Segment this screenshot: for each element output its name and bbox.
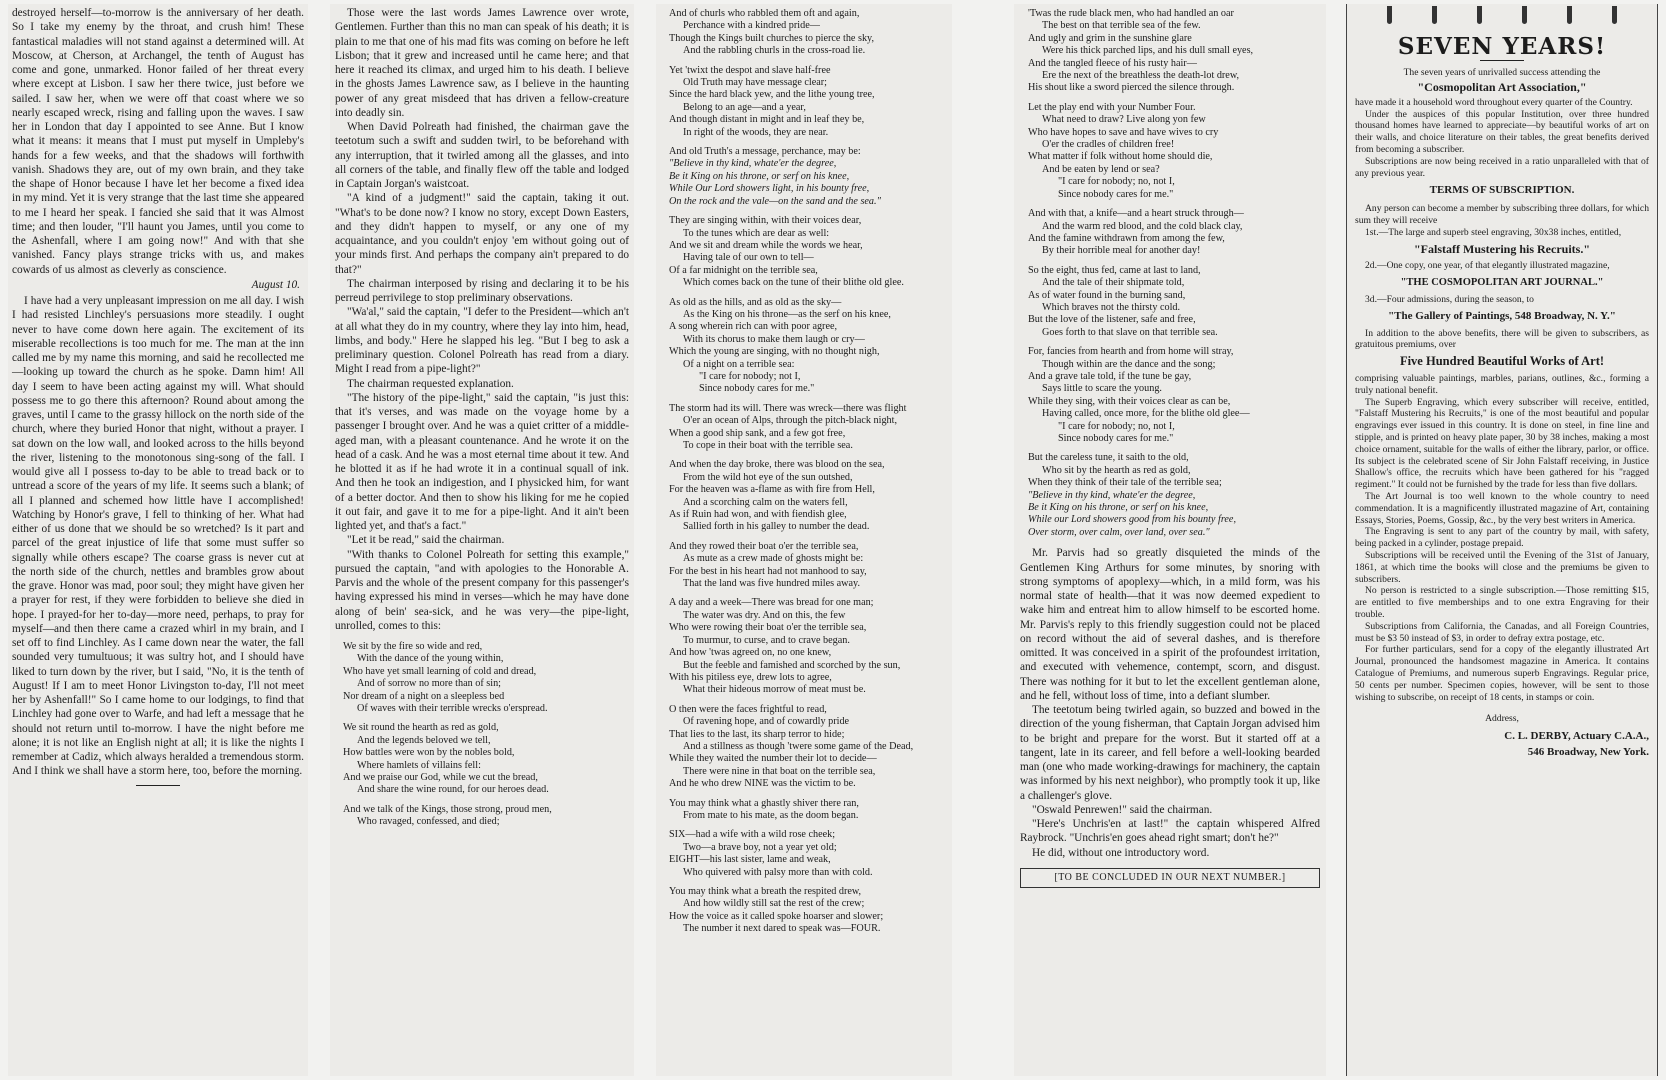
poem-line: In right of the woods, they are near. (683, 126, 829, 138)
poem-line: And how wildly still sat the rest of the crew; (683, 898, 865, 910)
poem-line: O then were the faces frightful to read, (669, 703, 827, 715)
ornament-icon (1522, 6, 1527, 24)
poem-line: And be eaten by lend or sea? (1042, 163, 1160, 175)
poem-line: "I care for nobody; no, not I, (1058, 176, 1175, 188)
column-4-prose (1020, 546, 1320, 860)
column-4-poem (1020, 8, 1320, 539)
poem-line: A song wherein rich can with poor agree, (669, 321, 838, 333)
ad-text: Subscriptions will be received until the Evening of the 31st of January, 1861, at which time the books will close and the premiums be given to subscribers. (1355, 549, 1649, 585)
poem-line: 'Twas the rude black men, who had handled an oar (1028, 8, 1234, 19)
poem-line: As of water found in the burning sand, (1028, 289, 1186, 301)
poem-line: Since nobody cares for me." (1058, 433, 1174, 444)
ad-text: The Engraving is sent to any part of the country by mail, with safety, being packed in a cylinder, postage prepaid. (1355, 526, 1649, 550)
poem-stanza (1028, 208, 1320, 258)
poem-line: On the rock and the vale—on the sand and the sea." (669, 195, 881, 207)
poem-line: Who have hopes to save and have wives to cry (1028, 126, 1219, 138)
poem-line: O'er the cradles of children free! (1042, 139, 1175, 151)
poem-line: Yet 'twixt the despot and slave half-free (669, 64, 831, 76)
poem-stanza (669, 704, 947, 791)
ornament-icon (1432, 6, 1437, 24)
poem-line: With his pitiless eye, drew lots to agree, (669, 671, 832, 683)
ad-contact-street: 546 Broadway, New York. (1527, 745, 1649, 758)
poem-line: And when the day broke, there was blood on the sea, (669, 459, 885, 471)
poem-line: Where hamlets of villains fell: (357, 759, 481, 771)
ad-rule (1480, 60, 1524, 61)
poem-line: You may think what a breath the respited drew, (669, 886, 862, 897)
poem-line: Says little to scare the young. (1042, 383, 1162, 395)
paragraph: "Here's Unchris'en at last!" the captain whispered Alfred Raybrock. "Unchris'en goes ahead right smart; don't he?" (1020, 818, 1320, 845)
poem-stanza (1028, 265, 1320, 339)
ad-title: SEVEN YEARS! (1397, 33, 1607, 60)
ornament-icon (1387, 6, 1392, 24)
poem-line: What matter if folk without home should die, (1028, 151, 1213, 163)
ad-work-title: "The Gallery of Paintings, 548 Broadway, N. Y." (1388, 309, 1616, 322)
poem-line: And the rabbling churls in the cross-road lie. (683, 45, 866, 57)
paragraph: The teetotum being twirled again, so buzzed and bowed in the direction of the young fisherman, that Captain Jorgan advised him to be bright and prepare for the worst. But it started off at a tangent, late in its career, and fell before a well-looking bearded man (one who made working-drawings for machinery, the captain was informed by his next neighbor), who promptly took it up, like a challenger's glove. (1020, 704, 1320, 802)
poem-line: SIX—had a wife with a wild rose cheek; (669, 829, 836, 841)
poem-line: Of waves with their terrible wrecks o'erspread. (357, 703, 548, 715)
poem-line: From mate to his mate, as the doom began. (683, 809, 859, 821)
poem-line: Who were rowing their boat o'er the terrible sea, (669, 622, 867, 634)
poem-line: And a stillness as though 'twere some game of the Dead, (683, 740, 914, 752)
poem-line: Old Truth may have message clear; (683, 77, 828, 89)
poem-line: And how 'twas agreed on, no one knew, (669, 647, 832, 659)
continued-note: [TO BE CONCLUDED IN OUR NEXT NUMBER.] (1020, 868, 1320, 888)
poem-line: To the tunes which are dear as well: (683, 227, 830, 239)
poem-line: You may think what a ghastly shiver there ran, (669, 797, 859, 809)
ad-text: 1st.—The large and superb steel engraving, 30x38 inches, entitled, (1365, 226, 1622, 238)
poem-line: As if Ruin had won, and with fiendish glee, (669, 509, 847, 521)
poem-line: With the dance of the young within, (357, 653, 504, 665)
poem-stanza (669, 459, 947, 533)
poem-line: But the love of the listener, safe and free, (1028, 314, 1196, 326)
poem-line: And the tale of their shipmate told, (1042, 277, 1185, 289)
ad-text: Any person can become a member by subscribing three dollars, for which sum they will receive (1355, 203, 1649, 227)
poem-line: While Our Lord showers light, in his bounty free, (669, 183, 870, 195)
poem-line: Nor dream of a night on a sleepless bed (343, 690, 505, 702)
poem-line: While they waited the number their lot to decide— (669, 753, 877, 765)
poem-line: Since nobody cares for me." (1058, 188, 1174, 200)
poem-line: Ere the next of the breathless the death-lot drew, (1042, 70, 1240, 82)
poem-line: And we praise our God, while we cut the bread, (343, 772, 538, 784)
poem-line: How the voice as it called spoke hoarser and slower; (669, 910, 884, 922)
ornament-icon (1477, 6, 1482, 24)
poem-line: Let the play end with your Number Four. (1028, 101, 1196, 113)
poem-line: And a scorching calm on the waters fell, (683, 496, 848, 508)
poem-line: And a grave tale told, if the tune be gay, (1028, 370, 1192, 382)
poem-line: A day and a week—There was bread for one man; (669, 597, 874, 609)
poem-line: Having tale of our own to tell— (683, 252, 814, 264)
poem-stanza (343, 641, 629, 715)
poem-stanza (669, 403, 947, 453)
ad-text: The Art Journal is too well known to the whole country to need commendation. It is a magnificently illustrated magazine of Art, containing Essays, Stories, Poems, Gossip, &c., by the very best writers in America. (1355, 490, 1649, 526)
poem-line: As old as the hills, and as old as the sky— (669, 296, 842, 308)
column-2-prose (335, 6, 629, 633)
ad-text: No person is restricted to a single subscription.—Those remitting $15, are entitled to five memberships and to one extra Engraving for their trouble. (1355, 585, 1649, 620)
poem-line: Of ravening hope, and of cowardly pride (683, 716, 850, 728)
poem-line: To cope in their boat with the terrible sea. (683, 440, 853, 451)
poem-line: Be it King on his throne, or serf on his knee, (1028, 502, 1209, 514)
ad-text: The seven years of unrivalled success attending the (1403, 67, 1601, 79)
poem-line: And of sorrow no more than of sin; (357, 678, 502, 690)
poem-line: Though within are the dance and the song; (1042, 358, 1216, 370)
poem-line: There were nine in that boat on the terrible sea, (683, 765, 876, 777)
poem-line: While our Lord showers good from his bounty free, (1028, 514, 1236, 526)
ad-text: Under the auspices of this popular Institution, over three hundred thousand homes have learned to appreciate—by beautiful works of art on their walls, and choice literature on their tables, the great benefits derived from becoming a subscriber. (1355, 108, 1649, 156)
paragraph: "Let it be read," said the chairman. (347, 534, 505, 547)
ad-text: In addition to the above benefits, there will be given to subscribers, as gratuitous premiums, over (1355, 327, 1649, 351)
poem-line: Sallied forth in his galley to number the dead. (683, 521, 870, 533)
poem-line: The storm had its will. There was wreck—there was flight (669, 402, 907, 414)
poem-line: "I care for nobody; not I, (699, 370, 801, 382)
poem-line: When they think of their tale of the terrible sea; (1028, 477, 1222, 489)
poem-line: And they rowed their boat o'er the terrible sea, (669, 540, 859, 552)
poem-line: They are singing within, with their voices dear, (669, 215, 862, 227)
poem-line: Be it King on his throne, or serf on his knee, (669, 170, 850, 182)
poem-stanza (1028, 8, 1320, 95)
poem-line: As mute as a crew made of ghosts might be: (683, 553, 864, 565)
ad-contact-name: C. L. DERBY, Actuary C.A.A., (1504, 730, 1649, 743)
column-2 (330, 4, 634, 1076)
ad-text: 2d.—One copy, one year, of that elegantly illustrated magazine, (1365, 260, 1610, 272)
poem-line: And with that, a knife—and a heart struck through— (1028, 208, 1244, 220)
poem-stanza (1028, 102, 1320, 201)
paragraph: destroyed herself—to-morrow is the anniversary of her death. So I take my enemy by the throat, and crush him! These fantastical maladies will not stand against a determined will. At Moscow, at Cherson, at Archangel, the tenth of August has come and gone, unmarked. Honor failed of her threat every where except at Lisbon. I saw her there twice, just before we sailed. I saw her, when we were off that coast where we so nearly escaped wreck, rising and falling upon the waves. I saw her in London that day I appointed to see Anne. But I know what it means: it means that I must put myself in Umpleby's hands for a few weeks, and that the shadows will forthwith vanish. Shadows they are, out of my own brain, and they take the shape of Honor because I have let her become a fixed idea in my mind. Yet it is very strange that the last time she appeared to me I heard her speak. I fancied she said that it was Almost time; and then louder, "I'll haunt you James, until you come to the Ashenfall, where I am going now!" And with that she vanished. Fancy plays strange tricks with us, and makes cowards of us almost as cleverly as conscience. (12, 7, 304, 276)
poem-line: Of a far midnight on the terrible sea, (669, 264, 818, 276)
poem-line: Who quivered with palsy more than with cold. (683, 866, 873, 878)
poem-line: To murmur, to curse, and to crave began. (683, 634, 850, 646)
poem-stanza (669, 297, 947, 396)
ad-text: Subscriptions from California, the Canadas, and all Foreign Countries, must be $3 50 instead of $3, in order to defray extra postage, etc. (1355, 620, 1649, 644)
paragraph: Those were the last words James Lawrence over wrote, Gentlemen. Further than this no man can speak of his death; it is plain to me that one of his mad fits was coming on before he left Lisbon; that it grew and increased until he came here; and that here it reached its climax, and urged him to his death. I believe in the ghosts James Lawrence saw, as I believe in the haunting power of any great misdeed that has driven a fellow-creature into deadly sin. (335, 7, 629, 119)
poem-line: The water was dry. And on this, the few (683, 609, 846, 621)
poem-line: We sit round the hearth as red as gold, (343, 722, 499, 734)
ad-text: Subscriptions are now being received in a ratio unparalleled with that of any previous year. (1355, 155, 1649, 179)
poem-line: And share the wine round, for our heroes dead. (357, 784, 549, 796)
poem-stanza (669, 597, 947, 696)
poem-line: Though the Kings built churches to pierce the sky, (669, 32, 875, 44)
poem-line: So the eight, thus fed, came at last to land, (1028, 264, 1201, 276)
poem-line: EIGHT—his last sister, lame and weak, (669, 854, 831, 866)
paragraph: When David Polreath had finished, the chairman gave the teetotum such a swift and sudden twirl, to be beforehand with any interruption, that it twirled among all the glasses, and into all corners of the table, and finally flew off the table and lodged in Captain Jorgan's waistcoat. (335, 121, 629, 190)
ad-terms-heading: TERMS OF SUBSCRIPTION. (1429, 184, 1575, 197)
poem-line: Having called, once more, for the blithe old glee— (1042, 408, 1250, 420)
column-2-poem (335, 641, 629, 829)
paragraph: Mr. Parvis had so greatly disquieted the minds of the Gentlemen King Arthurs for some minutes, by snoring with strong symptoms of apoplexy—which, in a mild form, was his normal state of health—that it was now deemed expedient to wake him and entreat him to allow himself to be escorted home. Mr. Parvis's reply to this friendly suggestion could not be placed on record without the aid of several dashes, and is therefore omitted. It was conceived in a spirit of the profoundest irritation, and executed with vehemence, contempt, scorn, and disgust. There was nothing for it but to let the excellent gentleman alone, and he fell, without loss of time, into a defiant slumber. (1020, 547, 1320, 702)
poem-stanza (669, 215, 947, 289)
poem-line: And the warm red blood, and the cold black clay, (1042, 220, 1243, 232)
advertisement (1346, 4, 1658, 1076)
poem-line: Over storm, over calm, over land, over sea." (1028, 526, 1210, 538)
poem-stanza (669, 146, 947, 208)
poem-line: Which comes back on the tune of their blithe old glee. (683, 277, 904, 289)
ad-address-label: Address, (1485, 713, 1519, 725)
paragraph: "A kind of a judgment!" said the captain, taking it out. "What's to be done now? I know no story, except Down Easters, and they didn't happen to myself, or any one of my acquaintance, and you couldn't enjoy 'em without going out of your minds first. And perhaps the company ain't prepared to do that?" (335, 192, 629, 276)
poem-line: What need to draw? Live along yon few (1042, 114, 1206, 126)
column-1 (8, 4, 308, 1076)
poem-line: For, fancies from hearth and from home will stray, (1028, 346, 1234, 358)
ad-text: comprising valuable paintings, marbles, parians, outlines, &c., forming a truly national benefit. (1355, 372, 1649, 396)
poem-line: And old Truth's a message, perchance, may be: (669, 146, 861, 158)
ad-text: have made it a household word throughout every quarter of the Country. (1355, 96, 1633, 108)
paragraph: The chairman requested explanation. (347, 377, 514, 390)
ad-ornaments (1355, 6, 1649, 28)
poem-line: And the tangled fleece of his rusty hair— (1028, 57, 1197, 69)
poem-stanza (669, 8, 947, 58)
paragraph: I have had a very unpleasant impression on me all day. I wish I had resisted Linchley's persuasions more steadily. I ought never to have come down here again. The excitement of its miserable recollections is too much for me. The man at the inn called me by my name this morning, and said he recollected me—looking up toward the church as he spoke. Damn him! All day I seem to have been acting against my will. What should possess me to go there this afternoon? Round about among the graves, until I came to the grassy hillock on the north side of the church, where they buried Honor that night, without a prayer. I sat down on the low wall, and looked across to the hills beyond the river, listening to the monotonous sing-song of the fall. I would give all I possess to-day to be able to tread back or to untread a score of the years of my life. It seems such a blank; of all I planned and schemed how little have I accomplished! Watching by Honor's grave, I fell to thinking of her. What had either of us done that we should be so wretched? Is it part and parcel of the great injustice of life that some must suffer so signally while others escape? The coarse grass is never cut at the north side of the church, nettles and brambles grow about the grave. Honor was mad, poor soul; they might have given her a prayer for rest, if they were forbidden to believe she died in hope. I prayed-for her to-day—more need, perhaps, to pray for myself—and then there came a crazed whirl in my brain, and I set off to find Linchley. As I came down near the water, the fall sounded very tumultuous; it was sultry hot, and I should have liked to turn down by the river, but I said, "No, it is the tenth of August! If I am to meet Honor Livingston to-day, I'll not meet her by Ashenfall!" So I came home to our lodgings, to find that Linchley had gone over to Warfe, and had left a message that he should not return until to-morrow. I have the night before me alone; it is not like an English night at all; it is like the nights I remember at Cadiz, which always heralded a tremendous storm. And I think we shall have a storm here, too, before the morning. (12, 295, 304, 778)
poem-line: Since the hard black yew, and the lithe young tree, (669, 89, 875, 101)
ad-association-name: "Cosmopolitan Art Association," (1417, 80, 1587, 95)
poem-line: "Believe in thy kind, whate'er the degree, (669, 158, 837, 170)
paragraph: He did, without one introductory word. (1032, 846, 1210, 859)
poem-line: Two—a brave boy, not a year yet old; (683, 841, 837, 853)
poem-line: And though distant in might and in leaf they be, (669, 114, 865, 126)
poem-stanza (1028, 452, 1320, 539)
poem-line: Perchance with a kindred pride— (683, 20, 820, 32)
poem-line: And he who drew NINE was the victim to be. (669, 778, 856, 790)
poem-stanza (669, 798, 947, 823)
poem-line: When a good ship sank, and a few got free, (669, 427, 846, 439)
poem-line: Belong to an age—and a year, (683, 101, 806, 113)
poem-stanza (1028, 346, 1320, 445)
column-1-text-a (12, 6, 304, 277)
poem-stanza (669, 541, 947, 591)
ornament-icon (1567, 6, 1572, 24)
poem-stanza (669, 829, 947, 879)
poem-line: For the best in his heart had not manhood to say, (669, 565, 867, 577)
poem-line: With its chorus to make them laugh or cry— (683, 333, 865, 345)
end-rule (136, 785, 180, 786)
poem-line: Goes forth to that slave on that terrible sea. (1042, 326, 1218, 338)
poem-stanza (343, 804, 629, 829)
poem-line: Of a night on a terrible sea: (683, 358, 795, 370)
poem-line: Who ravaged, confessed, and died; (357, 816, 500, 828)
poem-line: "I care for nobody; no, not I, (1058, 420, 1175, 432)
poem-line: Which the young are singing, with no thought nigh, (669, 346, 880, 358)
ornament-icon (1612, 6, 1617, 24)
poem-line: For the heaven was a-flame as with fire from Hell, (669, 484, 875, 496)
ad-works-heading: Five Hundred Beautiful Works of Art! (1399, 354, 1605, 369)
poem-line: And the famine withdrawn from among the few, (1028, 232, 1225, 244)
poem-line: Were his thick parched lips, and his dull small eyes, (1042, 45, 1254, 57)
poem-stanza (343, 722, 629, 796)
paragraph: "With thanks to Colonel Polreath for setting this example," pursued the captain, "and with apologies to the Honorable A. Parvis and the whole of the present company for this passenger's having expressed his mind in verses—which he may have done along of bein' sea-sick, and he was very—the pipe-light, unrolled, comes to this: (335, 548, 629, 632)
poem-line: O'er an ocean of Alps, through the pitch-black night, (683, 415, 898, 427)
column-4 (1014, 4, 1326, 1076)
poem-line: But the careless tune, it saith to the old, (1028, 452, 1189, 464)
ad-text: 3d.—Four admissions, during the season, to (1365, 294, 1534, 305)
poem-line: Which braves not the thirsty cold. (1042, 301, 1181, 313)
poem-stanza (669, 65, 947, 139)
poem-line: Who sit by the hearth as red as gold, (1042, 464, 1191, 476)
poem-line: And the legends beloved we tell, (357, 734, 491, 746)
poem-line: That lies to the last, its sharp terror to hide; (669, 728, 845, 740)
poem-line: That the land was five hundred miles away. (683, 578, 860, 590)
ad-text: For further particulars, send for a copy of the elegantly illustrated Art Journal, pronounced the handsomest magazine in America. It contains Catalogue of Premiums, and numerous superb Engravings. Regular price, 50 cents per number. Specimen copies, however, will be sent to those wishing to subscribe, on receipt of 18 cents, in stamps or coin. (1355, 644, 1649, 703)
column-3-poem (661, 8, 947, 936)
poem-line: As the King on his throne—as the serf on his knee, (683, 308, 891, 320)
poem-line: And we sit and dream while the words we hear, (669, 239, 863, 251)
poem-line: "Believe in thy kind, whate'er the degree, (1028, 489, 1196, 501)
poem-line: And we talk of the Kings, those strong, proud men, (343, 803, 552, 815)
column-1-text-b (12, 294, 304, 779)
poem-line: Since nobody cares for me." (699, 383, 815, 395)
paragraph: "Wa'al," said the captain, "I defer to the President—which an't at all what they do in my country, where they lay into him, head, limbs, and body." Here he slapped his leg. "But I beg to ask a preliminary question. Colonel Polreath has read from a diary. Might I read from a pipe-light?" (335, 306, 629, 376)
paragraph: "The history of the pipe-light," said the captain, "is just this: that it's verses, and was made on the voyage home by a passenger I brought over. And he was a quiet critter of a middle-aged man, with a pleasant countenance. And he wrote it on the head of a cask. And he was a most eternal time about it tew. And he blotted it as if he had wrote it in a continual squall of ink. And then he took an indigestion, and I physicked him, for want of a better doctor. And then to show his liking for me he copied it out fair, and gave it to me for a pipe-light. And it ain't been lighted yet, and that's a fact." (335, 391, 629, 532)
poem-line: But the feeble and famished and scorched by the sun, (683, 659, 901, 671)
ad-work-title: "THE COSMOPOLITAN ART JOURNAL." (1400, 277, 1604, 289)
poem-line: His shout like a sword pierced the silence through. (1028, 82, 1235, 94)
poem-line: And of churls who rabbled them oft and again, (669, 8, 860, 19)
poem-stanza (669, 886, 947, 936)
poem-line: How battles were won by the nobles bold, (343, 747, 515, 759)
paragraph: "Oswald Penrewen!" said the chairman. (1032, 803, 1213, 816)
poem-line: The best on that terrible sea of the few. (1042, 20, 1201, 32)
poem-line: We sit by the fire so wide and red, (343, 641, 483, 652)
ad-text: The Superb Engraving, which every subscriber will receive, entitled, "Falstaff Mustering his Recruits," is one of the most beautiful and popular engravings ever issued in this country. It is done on steel, in fine line and stipple, and is printed on heavy plate paper, 30 by 38 inches, making a most choice ornament, suitable for the walls of either the library, parlor, or office. Its subject is the celebrated scene of Sir John Falstaff receiving, in Justice Shallow's office, the recruits which have been gathered for his "ragged regiment." It could not be furnished by the trade for less than five dollars. (1355, 396, 1649, 491)
diary-date: August 10. (251, 278, 300, 291)
ad-work-title: "Falstaff Mustering his Recruits." (1414, 241, 1590, 256)
poem-line: The number it next dared to speak was—FOUR. (683, 923, 881, 935)
poem-line: By their horrible meal for another day! (1042, 245, 1201, 257)
paragraph: The chairman interposed by rising and declaring it to be his perreud perrivilege to stop preliminary observations. (335, 277, 629, 304)
poem-line: Who have yet small learning of cold and dread, (343, 665, 537, 677)
column-3 (656, 4, 952, 1076)
poem-line: And ugly and grim in the sunshine glare (1028, 32, 1192, 44)
poem-line: From the wild hot eye of the sun outshed, (683, 471, 853, 483)
poem-line: While they sing, with their voices clear as can be, (1028, 395, 1231, 407)
poem-line: What their hideous morrow of meat must be. (683, 684, 866, 696)
